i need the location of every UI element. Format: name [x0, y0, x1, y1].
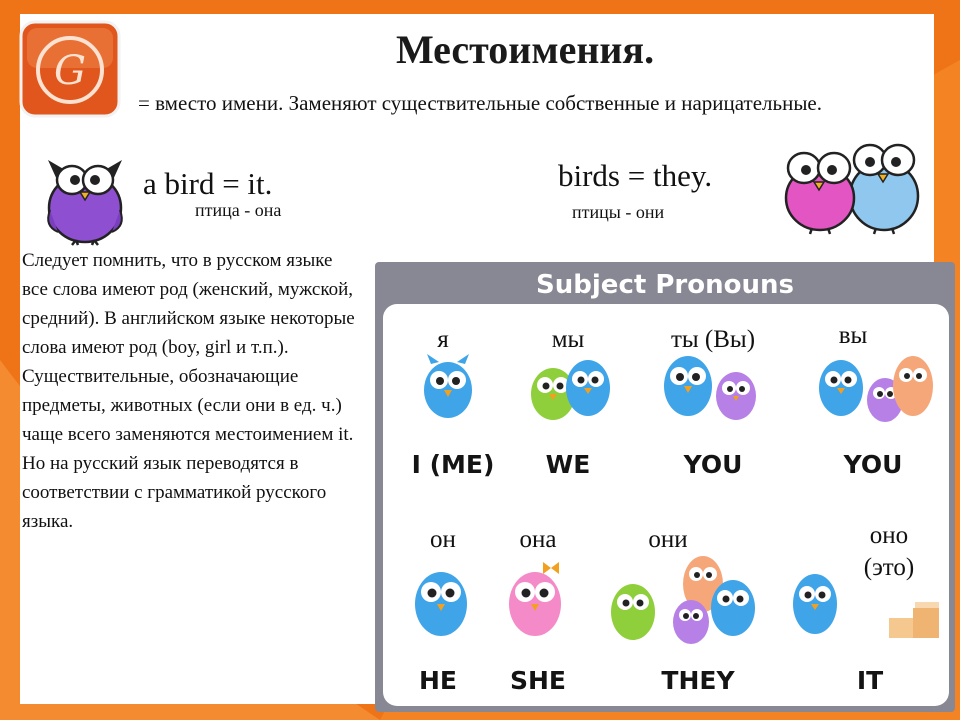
pronoun-en-i: I (ME): [411, 450, 495, 479]
pronoun-ru-ty: ты (Вы): [670, 326, 756, 353]
pronoun-ru-ona: она: [519, 526, 557, 553]
owl-blue-you: [664, 356, 712, 416]
owl-green-they: [611, 584, 655, 640]
owl-blue-it: [793, 574, 837, 634]
pronoun-ru-ya: я: [437, 326, 449, 353]
example-plural-ru: птицы - они: [572, 202, 665, 222]
pronoun-ru-on: он: [430, 526, 456, 553]
pronoun-ru-oni: они: [648, 526, 688, 553]
owl-blue-we: [566, 360, 610, 416]
pronoun-ru-vy: вы: [838, 322, 868, 349]
owl-peach-you-plural: [893, 356, 933, 416]
example-single-ru: птица - она: [195, 200, 282, 220]
example-plural-en: birds = they.: [558, 158, 713, 193]
pronoun-en-he: HE: [418, 666, 457, 695]
owl-purple-you: [716, 372, 756, 420]
logo-letter: G: [54, 48, 86, 94]
owls-row-two: [403, 548, 853, 648]
panel-content: [383, 304, 949, 706]
owl-purple-they: [673, 600, 709, 644]
pronoun-en-they: THEY: [661, 666, 735, 695]
pronoun-ru-ono: оно (это): [863, 522, 915, 581]
owl-blue-they: [711, 580, 755, 636]
example-single-en: a bird = it.: [143, 166, 273, 201]
pronoun-en-you-plural: YOU: [843, 450, 903, 479]
definition-text: = вместо имени. Заменяют существительные собственные и нарицательные.: [138, 91, 822, 115]
pronoun-en-it: IT: [856, 666, 884, 695]
owl-blue-i: [424, 354, 472, 418]
two-birds-illustration: [776, 140, 926, 241]
owl-pink-she: [509, 562, 561, 636]
pronoun-en-she: SHE: [509, 666, 566, 695]
boxes-illustration: [887, 600, 943, 640]
subject-pronouns-panel: [375, 262, 955, 712]
pronoun-en-we: WE: [545, 450, 591, 479]
panel-title: Subject Pronouns: [536, 270, 794, 300]
page-title: Местоимения.: [395, 27, 655, 72]
pronoun-en-you: YOU: [683, 450, 743, 479]
owl-blue-he: [415, 572, 467, 636]
pronoun-ru-my: мы: [551, 326, 585, 353]
owl-blue-you-plural: [819, 360, 863, 416]
gender-note-text: Следует помнить, что в русском языке все слова имеют род (женский, мужской, средний). В английском языке некоторые слова имеют род (boy, girl и т.п.). Существительные, обозначающие предметы, животных (если они в ед. ч.) чаще всего заменяются местоимением it. Но на русский язык переводятся в соответствии с грамматикой русского языка.: [22, 250, 355, 532]
owls-row-one: [403, 342, 933, 424]
purple-bird-illustration: [42, 152, 128, 251]
